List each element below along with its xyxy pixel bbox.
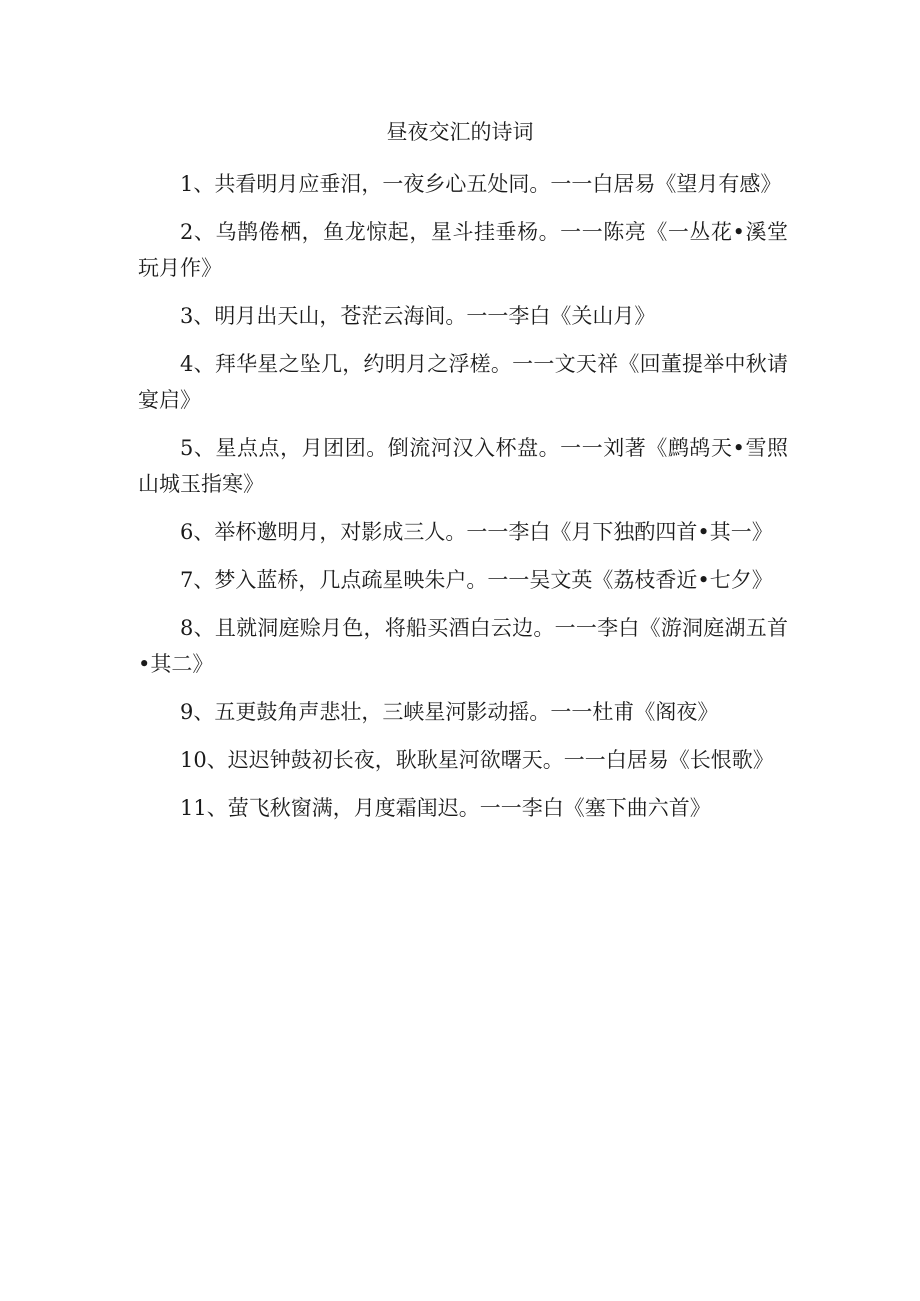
poem-line-9: 9、五更鼓角声悲壮，三峡星河影动摇。一一杜甫《阁夜》: [180, 700, 719, 724]
poem-line-7: 7、梦入蓝桥，几点疏星映朱户。一一吴文英《荔枝香近•七夕》: [180, 568, 773, 592]
poem-line-2: 2、乌鹊倦栖，鱼龙惊起，星斗挂垂杨。一一陈亮《一丛花•溪堂玩月作》: [138, 220, 788, 280]
page-title: 昼夜交汇的诗词: [386, 120, 534, 144]
poem-line-8: 8、且就洞庭赊月色，将船买酒白云边。一一李白《游洞庭湖五首•其二》: [138, 616, 788, 676]
poem-line-5: 5、星点点，月团团。倒流河汉入杯盘。一一刘著《鹧鸪天•雪照山城玉指寒》: [138, 436, 788, 496]
poem-line-3: 3、明月出天山，苍茫云海间。一一李白《关山月》: [180, 304, 656, 328]
poem-list: [138, 166, 788, 838]
poem-line-4: 4、拜华星之坠几，约明月之浮槎。一一文天祥《回董提举中秋请宴启》: [138, 352, 788, 412]
poem-line-1: 1、共看明月应垂泪，一夜乡心五处同。一一白居易《望月有感》: [180, 172, 782, 196]
poem-line-6: 6、举杯邀明月，对影成三人。一一李白《月下独酌四首•其一》: [180, 520, 773, 544]
poem-line-11: 11、萤飞秋窗满，月度霜闺迟。一一李白《塞下曲六首》: [180, 796, 711, 820]
poem-line-10: 10、迟迟钟鼓初长夜，耿耿星河欲曙天。一一白居易《长恨歌》: [180, 748, 774, 772]
